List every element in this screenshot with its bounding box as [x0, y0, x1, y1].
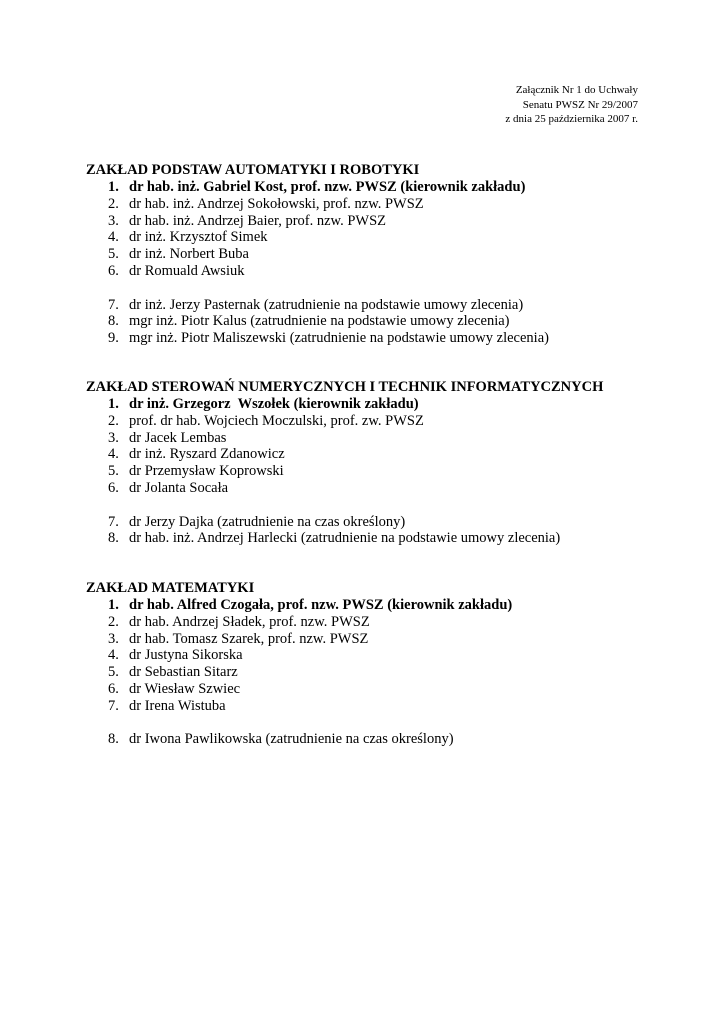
item-number: 5.	[108, 246, 119, 263]
item-text: dr Iwona Pawlikowska (zatrudnienie na czas określony)	[129, 731, 454, 748]
item-number: 6.	[108, 479, 119, 496]
list-item	[86, 196, 666, 213]
item-text: dr Jerzy Dajka (zatrudnienie na czas określony)	[129, 513, 406, 530]
item-number: 2.	[108, 613, 119, 630]
item-text: dr inż. Ryszard Zdanowicz	[129, 446, 285, 463]
item-text: prof. dr hab. Wojciech Moczulski, prof. zw. PWSZ	[129, 412, 424, 429]
list-item	[86, 731, 666, 748]
item-number: 5.	[108, 463, 119, 480]
list-item	[86, 463, 666, 480]
item-text: dr hab. Tomasz Szarek, prof. nzw. PWSZ	[129, 630, 369, 647]
item-text: dr hab. inż. Andrzej Baier, prof. nzw. PWSZ	[129, 212, 386, 229]
item-number: 1.	[108, 179, 119, 195]
list-item	[86, 297, 666, 314]
staff-list	[86, 396, 666, 547]
item-text: dr inż. Jerzy Pasternak (zatrudnienie na podstawie umowy zlecenia)	[129, 296, 524, 313]
section-title: ZAKŁAD STEROWAŃ NUMERYCZNYCH I TECHNIK INFORMATYCZNYCH	[86, 379, 604, 395]
list-item	[86, 647, 666, 664]
list-item	[86, 313, 666, 330]
list-item	[86, 514, 666, 531]
item-text: dr Justyna Sikorska	[129, 647, 243, 664]
item-text: dr inż. Grzegorz Wszołek (kierownik zakładu)	[129, 396, 419, 412]
staff-list	[86, 597, 666, 748]
list-item	[86, 664, 666, 681]
item-number: 8.	[108, 313, 119, 330]
list-spacer	[86, 497, 666, 514]
item-text: dr inż. Norbert Buba	[129, 246, 249, 263]
item-number: 1.	[108, 396, 119, 412]
item-number: 7.	[108, 697, 119, 714]
list-item	[86, 179, 666, 196]
header-date-line: z dnia 25 października 2007 r.	[505, 113, 638, 125]
list-item	[86, 246, 666, 263]
list-item	[86, 597, 666, 614]
item-number: 9.	[108, 330, 119, 347]
document-header	[505, 83, 638, 127]
item-number: 5.	[108, 664, 119, 681]
section-numerical-control-it	[86, 379, 666, 547]
item-number: 8.	[108, 530, 119, 547]
list-spacer	[86, 715, 666, 732]
header-attachment-line: Załącznik Nr 1 do Uchwały	[515, 84, 638, 96]
section-automation-robotics	[86, 162, 666, 347]
item-number: 6.	[108, 262, 119, 279]
list-item	[86, 263, 666, 280]
item-number: 2.	[108, 195, 119, 212]
item-number: 4.	[108, 647, 119, 664]
item-number: 7.	[108, 513, 119, 530]
item-text: dr inż. Krzysztof Simek	[129, 229, 268, 246]
item-number: 6.	[108, 680, 119, 697]
list-spacer	[86, 280, 666, 297]
item-number: 1.	[108, 597, 119, 613]
item-text: dr hab. inż. Andrzej Sokołowski, prof. nzw. PWSZ	[129, 195, 424, 212]
list-item	[86, 396, 666, 413]
list-item	[86, 681, 666, 698]
list-item	[86, 213, 666, 230]
item-number: 8.	[108, 731, 119, 748]
item-text: dr Jolanta Socała	[129, 479, 229, 496]
list-item	[86, 330, 666, 347]
item-text: dr Przemysław Koprowski	[129, 463, 284, 480]
item-text: dr hab. Andrzej Sładek, prof. nzw. PWSZ	[129, 613, 370, 630]
item-number: 2.	[108, 412, 119, 429]
item-text: mgr inż. Piotr Maliszewski (zatrudnienie na podstawie umowy zlecenia)	[129, 330, 549, 347]
item-number: 3.	[108, 630, 119, 647]
list-item	[86, 614, 666, 631]
section-mathematics	[86, 580, 666, 748]
staff-list	[86, 179, 666, 347]
section-title: ZAKŁAD PODSTAW AUTOMATYKI I ROBOTYKI	[86, 162, 420, 178]
list-item	[86, 480, 666, 497]
list-item	[86, 413, 666, 430]
item-number: 3.	[108, 212, 119, 229]
item-text: mgr inż. Piotr Kalus (zatrudnienie na podstawie umowy zlecenia)	[129, 313, 510, 330]
item-text: dr Sebastian Sitarz	[129, 664, 238, 681]
item-text: dr Irena Wistuba	[129, 697, 226, 714]
item-text: dr Romuald Awsiuk	[129, 262, 245, 279]
list-item	[86, 530, 666, 547]
item-number: 7.	[108, 296, 119, 313]
item-number: 4.	[108, 229, 119, 246]
item-number: 3.	[108, 429, 119, 446]
item-text: dr hab. Alfred Czogała, prof. nzw. PWSZ (kierownik zakładu)	[129, 597, 513, 613]
item-number: 4.	[108, 446, 119, 463]
list-item	[86, 698, 666, 715]
item-text: dr Wiesław Szwiec	[129, 680, 241, 697]
section-title: ZAKŁAD MATEMATYKI	[86, 580, 255, 596]
list-item	[86, 631, 666, 648]
list-item	[86, 430, 666, 447]
list-item	[86, 229, 666, 246]
item-text: dr hab. inż. Gabriel Kost, prof. nzw. PWSZ (kierownik zakładu)	[129, 179, 526, 195]
list-item	[86, 446, 666, 463]
item-text: dr Jacek Lembas	[129, 429, 227, 446]
item-text: dr hab. inż. Andrzej Harlecki (zatrudnienie na podstawie umowy zlecenia)	[129, 530, 561, 547]
header-resolution-line: Senatu PWSZ Nr 29/2007	[522, 98, 638, 111]
